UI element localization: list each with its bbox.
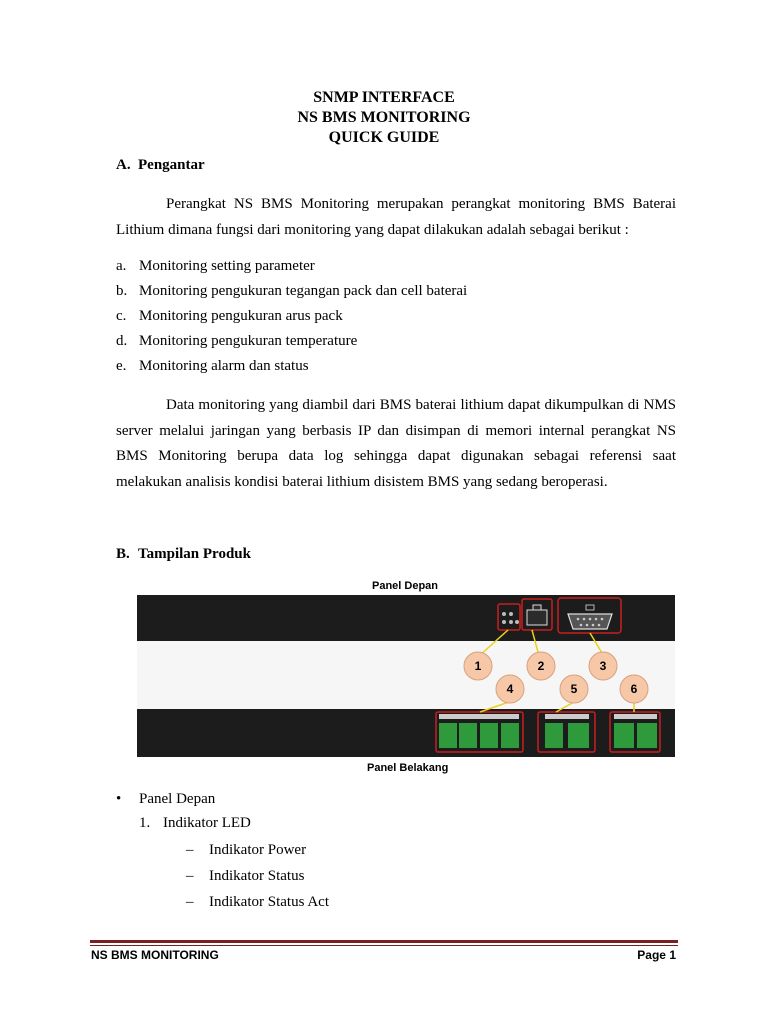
bullet-icon: • (116, 791, 122, 807)
callout-number-4: 4 (506, 682, 514, 696)
footer-page-number: Page 1 (637, 948, 676, 962)
dash-item: – Indikator Power (186, 842, 307, 858)
dash-icon: – (186, 842, 194, 858)
intro-line-1: Perangkat NS BMS Monitoring merupakan perangkat monitoring BMS Baterai (166, 196, 676, 212)
data-line-3: BMS Monitoring berupa data log sehingga dapat digunakan sebagai referensi saat (116, 448, 676, 464)
dash-icon: – (186, 868, 194, 884)
footer-rule-thin (90, 945, 678, 946)
document-title-line-1: SNMP INTERFACE (313, 89, 455, 106)
section-a-title: Pengantar (138, 157, 205, 173)
dash-icon: – (186, 894, 194, 910)
section-b-title: Tampilan Produk (138, 546, 251, 562)
callout-number-5: 5 (570, 682, 578, 696)
document-title-line-2: NS BMS MONITORING (297, 109, 471, 126)
footer-title: NS BMS MONITORING (91, 948, 219, 962)
numbered-item-led: 1. Indikator LED (139, 815, 251, 831)
data-line-1: Data monitoring yang diambil dari BMS baterai lithium dapat dikumpulkan di NMS (166, 397, 676, 413)
list-item: d. Monitoring pengukuran temperature (116, 333, 358, 349)
callout-number-1: 1 (474, 659, 482, 673)
bullet-panel-depan: • Panel Depan (116, 791, 216, 807)
list-item: b. Monitoring pengukuran tegangan pack dan cell baterai (116, 283, 468, 299)
document-title-line-3: QUICK GUIDE (328, 129, 440, 146)
callout-number-6: 6 (630, 682, 638, 696)
figure-label-front: Panel Depan (372, 580, 439, 592)
section-a-letter: A. (116, 157, 131, 173)
data-line-4: melakukan analisis kondisi baterai lithium disistem BMS yang sedang beroperasi. (116, 473, 608, 490)
dash-item: – Indikator Status (186, 868, 305, 884)
list-item: e. Monitoring alarm dan status (116, 358, 309, 374)
dash-item: – Indikator Status Act (186, 894, 329, 910)
figure-label-back: Panel Belakang (367, 762, 449, 774)
callout-number-2: 2 (537, 659, 545, 673)
data-line-2: server melalui jaringan yang berbasis IP dan disimpan di memori internal perangkat NS (116, 422, 676, 439)
list-item: c. Monitoring pengukuran arus pack (116, 308, 343, 324)
intro-line-2: Lithium dimana fungsi dari monitoring yang dapat dilakukan adalah sebagai berikut : (116, 221, 629, 238)
callout-number-3: 3 (599, 659, 607, 673)
list-item: a. Monitoring setting parameter (116, 258, 315, 274)
section-b-letter: B. (116, 546, 130, 562)
footer-rule-thick (90, 940, 678, 943)
